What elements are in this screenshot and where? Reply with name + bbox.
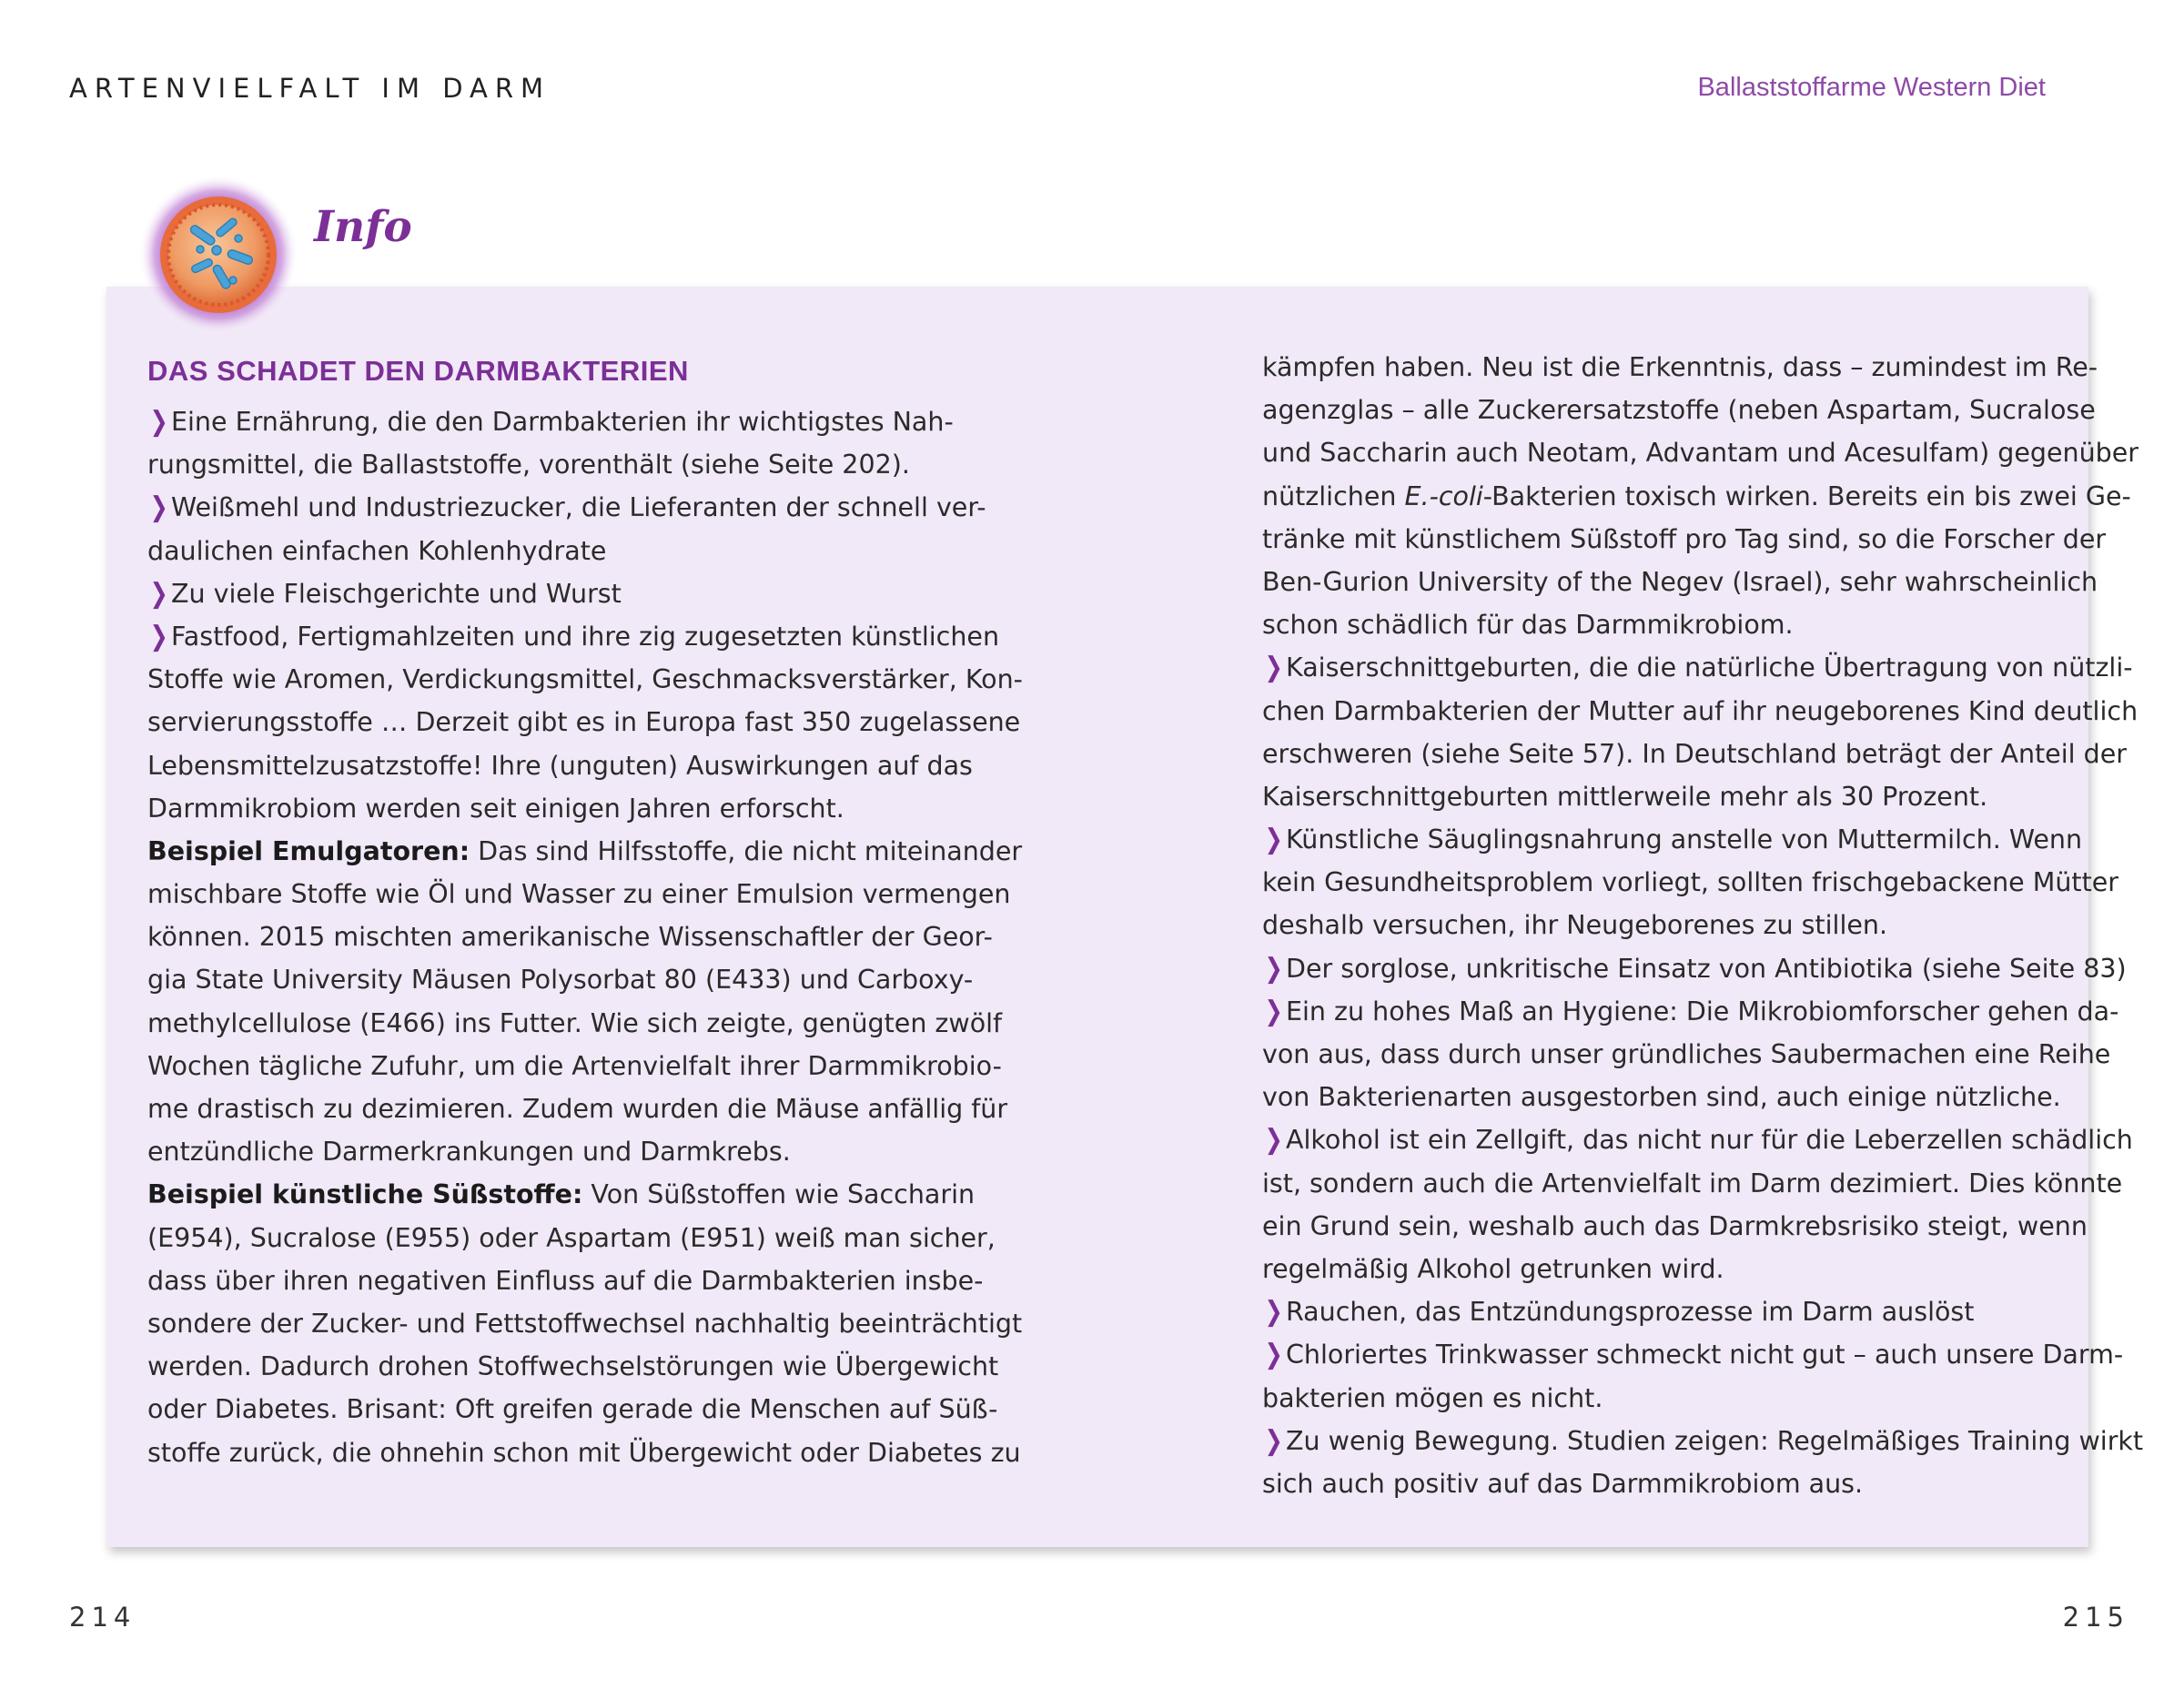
text-line: daulichen einfachen Kohlenhydrate bbox=[147, 535, 607, 566]
text-line: und Saccharin auch Neotam, Advantam und Acesulfam) gegenüber bbox=[1262, 438, 2138, 469]
ecoli-term: E.-coli bbox=[1404, 480, 1483, 511]
text-line: rungsmittel, die Ballaststoffe, vorenthält (siehe Seite 202). bbox=[147, 450, 910, 480]
text-line: können. 2015 mischten amerikanische Wissenschaftler der Geor- bbox=[147, 922, 993, 953]
bullet-chevron-icon: ❯ bbox=[1264, 824, 1283, 856]
text-line: Lebensmittelzusatzstoffe! Ihre (unguten) Auswirkungen auf das bbox=[147, 750, 973, 781]
bullet-chevron-icon: ❯ bbox=[149, 620, 168, 652]
text-line: nützlichen E.-coli-Bakterien toxisch wirken. Bereits ein bis zwei Ge- bbox=[1262, 480, 2131, 511]
text-line: kein Gesundheitsproblem vorliegt, sollten frischgebackene Mütter bbox=[1262, 867, 2119, 898]
chapter-title: ARTENVIELFALT IM DARM bbox=[69, 73, 551, 104]
text-line: gia State University Mäusen Polysorbat 80 (E433) und Carboxy- bbox=[147, 965, 974, 996]
text-line: agenzglas – alle Zuckerersatzstoffe (neben Aspartam, Sucralose bbox=[1262, 395, 2096, 426]
text-line: ❯ Ein zu hohes Maß an Hygiene: Die Mikrobiomforscher gehen da- bbox=[1262, 990, 2143, 1033]
text-line: sondere der Zucker- und Fettstoffwechsel nachhaltig beeinträchtigt bbox=[147, 1308, 1023, 1339]
text-line: von Bakterienarten ausgestorben sind, auch einige nützliche. bbox=[1262, 1082, 2061, 1113]
text-line: ❯ Künstliche Säuglingsnahrung anstelle von Muttermilch. Wenn bbox=[1262, 818, 2143, 861]
bullet-chevron-icon: ❯ bbox=[149, 577, 168, 610]
text-line: servierungsstoffe … Derzeit gibt es in Europa fast 350 zugelassene bbox=[147, 707, 1021, 738]
text-line: ❯ Eine Ernährung, die den Darmbakterien ihr wichtigstes Nah- bbox=[147, 400, 1023, 443]
text-line: werden. Dadurch drohen Stoffwechselstörungen wie Übergewicht bbox=[147, 1351, 999, 1382]
text-line: ❯ Fastfood, Fertigmahlzeiten und ihre zig zugesetzten künstlichen bbox=[147, 615, 1023, 658]
text-line: dass über ihren negativen Einfluss auf die Darmbakterien insbe- bbox=[147, 1265, 984, 1296]
text-line: regelmäßig Alkohol getrunken wird. bbox=[1262, 1253, 1724, 1284]
left-column bbox=[147, 349, 1023, 1474]
text-line: deshalb versuchen, ihr Neugeborenes zu stillen. bbox=[1262, 910, 1888, 941]
text-line: ❯ Rauchen, das Entzündungsprozesse im Darm auslöst bbox=[1262, 1290, 2143, 1333]
text-line: bakterien mögen es nicht. bbox=[1262, 1382, 1603, 1413]
bullet-chevron-icon: ❯ bbox=[1264, 952, 1283, 985]
right-column bbox=[1262, 346, 2143, 1505]
text-line: me drastisch zu dezimieren. Zudem wurden die Mäuse anfällig für bbox=[147, 1094, 1008, 1124]
bullet-chevron-icon: ❯ bbox=[1264, 1124, 1283, 1157]
page-number-right: 215 bbox=[2062, 1602, 2129, 1633]
text-line: ❯ Weißmehl und Industriezucker, die Lieferanten der schnell ver- bbox=[147, 486, 1023, 529]
sweetener-label: Beispiel künstliche Süßstoffe: bbox=[147, 1179, 583, 1210]
text-line: sich auch positiv auf das Darmmikrobiom aus. bbox=[1262, 1468, 1864, 1499]
text-line: Kaiserschnittgeburten mittlerweile mehr als 30 Prozent. bbox=[1262, 781, 1988, 812]
text-line: ❯ Alkohol ist ein Zellgift, das nicht nur für die Leberzellen schädlich bbox=[1262, 1118, 2143, 1161]
info-label: Info bbox=[314, 202, 412, 252]
text-line: Wochen tägliche Zufuhr, um die Artenvielfalt ihrer Darmmikrobio- bbox=[147, 1050, 1002, 1081]
text-line: stoffe zurück, die ohnehin schon mit Übergewicht oder Diabetes zu bbox=[147, 1437, 1021, 1468]
bullet-chevron-icon: ❯ bbox=[1264, 995, 1283, 1027]
bullet-chevron-icon: ❯ bbox=[1264, 652, 1283, 684]
text-line: methylcellulose (E466) ins Futter. Wie sich zeigte, genügten zwölf bbox=[147, 1007, 1003, 1038]
bullet-chevron-icon: ❯ bbox=[1264, 1339, 1283, 1371]
text-line: (E954), Sucralose (E955) oder Aspartam (E951) weiß man sicher, bbox=[147, 1222, 996, 1253]
bacteria-icon bbox=[136, 173, 300, 337]
text-line: ❯ Kaiserschnittgeburten, die die natürliche Übertragung von nützli- bbox=[1262, 646, 2143, 689]
bullet-chevron-icon: ❯ bbox=[1264, 1424, 1283, 1457]
text-line: entzündliche Darmerkrankungen und Darmkrebs. bbox=[147, 1137, 791, 1168]
bullet-chevron-icon: ❯ bbox=[1264, 1296, 1283, 1329]
text-line: erschweren (siehe Seite 57). In Deutschland beträgt der Anteil der bbox=[1262, 738, 2127, 769]
text-line: schon schädlich für das Darmmikrobiom. bbox=[1262, 610, 1794, 641]
text-line: Beispiel Emulgatoren: Das sind Hilfsstoffe, die nicht miteinander bbox=[147, 835, 1023, 866]
text-line: ❯ Der sorglose, unkritische Einsatz von Antibiotika (siehe Seite 83) bbox=[1262, 947, 2143, 990]
text-line: Darmmikrobiom werden seit einigen Jahren erforscht. bbox=[147, 793, 844, 824]
text-line: ist, sondern auch die Artenvielfalt im Darm dezimiert. Dies könnte bbox=[1262, 1168, 2123, 1198]
text-line: tränke mit künstlichem Süßstoff pro Tag sind, so die Forscher der bbox=[1262, 523, 2107, 554]
page-number-left: 214 bbox=[69, 1602, 136, 1633]
text-line: Ben-Gurion University of the Negev (Israel), sehr wahrscheinlich bbox=[1262, 566, 2098, 597]
text-line: ein Grund sein, weshalb auch das Darmkrebsrisiko steigt, wenn bbox=[1262, 1210, 2088, 1241]
text-line: ❯ Zu viele Fleischgerichte und Wurst bbox=[147, 572, 1023, 615]
text-line: mischbare Stoffe wie Öl und Wasser zu einer Emulsion vermengen bbox=[147, 879, 1011, 910]
emulgator-label: Beispiel Emulgatoren: bbox=[147, 835, 470, 866]
text-line: Beispiel künstliche Süßstoffe: Von Süßstoffen wie Saccharin bbox=[147, 1179, 976, 1210]
text-line: ❯ Zu wenig Bewegung. Studien zeigen: Regelmäßiges Training wirkt bbox=[1262, 1420, 2143, 1462]
text-line: chen Darmbakterien der Mutter auf ihr neugeborenes Kind deutlich bbox=[1262, 695, 2138, 726]
text-line: Stoffe wie Aromen, Verdickungsmittel, Geschmacksverstärker, Kon- bbox=[147, 664, 1023, 695]
bullet-chevron-icon: ❯ bbox=[149, 406, 168, 438]
text-line: oder Diabetes. Brisant: Oft greifen gerade die Menschen auf Süß- bbox=[147, 1394, 998, 1425]
text-line: ❯ Chloriertes Trinkwasser schmeckt nicht gut – auch unsere Darm- bbox=[1262, 1333, 2143, 1376]
section-title: Ballaststoffarme Western Diet bbox=[1697, 73, 2046, 102]
text-line: kämpfen haben. Neu ist die Erkenntnis, dass – zumindest im Re- bbox=[1262, 352, 2098, 382]
bullet-chevron-icon: ❯ bbox=[149, 491, 168, 524]
text-line: von aus, dass durch unser gründliches Saubermachen eine Reihe bbox=[1262, 1039, 2111, 1069]
info-heading: DAS SCHADET DEN DARMBAKTERIEN bbox=[147, 355, 689, 387]
